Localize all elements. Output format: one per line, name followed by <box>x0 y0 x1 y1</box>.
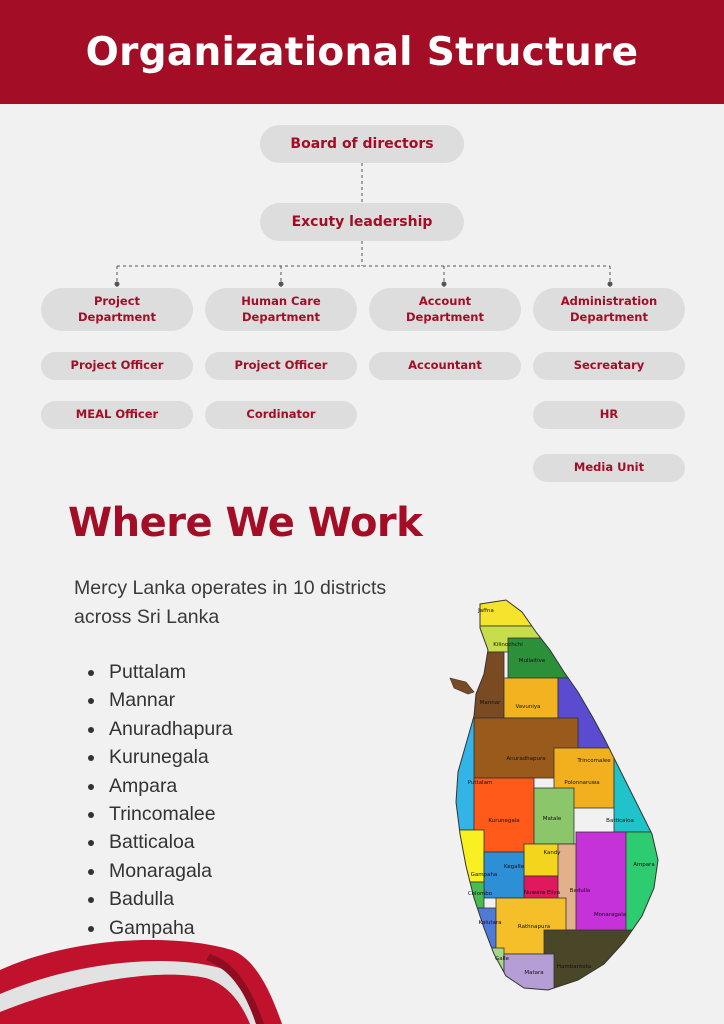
map-label: Gampaha <box>470 872 498 878</box>
where-intro-text: Mercy Lanka operates in 10 districts across Sri Lanka <box>74 577 387 628</box>
district-list <box>86 658 233 942</box>
role-meal-officer: MEAL Officer <box>41 401 193 429</box>
role-project-officer: Project Officer <box>41 352 193 380</box>
sri-lanka-map <box>444 598 670 996</box>
list-item: Mannar <box>86 686 233 714</box>
decorative-swoosh <box>0 930 300 1024</box>
list-item: Puttalam <box>86 658 233 686</box>
list-item: Monaragala <box>86 857 233 885</box>
list-item: Kurunegala <box>86 743 233 771</box>
map-label: Batticaloa <box>606 818 634 824</box>
list-item: Batticaloa <box>86 828 233 856</box>
map-label: Matale <box>542 816 562 822</box>
map-label: Hambantota <box>556 964 592 970</box>
administration-department-box: Administration Department <box>533 288 685 331</box>
map-label: Mullaitive <box>518 658 546 664</box>
map-label: Polonnaruwa <box>564 780 600 786</box>
map-label: Mannar <box>479 700 501 706</box>
account-department-box: Account Department <box>369 288 521 331</box>
role-coordinator: Cordinator <box>205 401 357 429</box>
map-label: Rathnapura <box>517 924 551 930</box>
role-project-officer: Project Officer <box>205 352 357 380</box>
map-label: Colombo <box>467 891 493 897</box>
map-label: Jaffna <box>478 608 494 614</box>
map-label: Nuwara Eliya <box>523 890 561 896</box>
list-item: Ampara <box>86 772 233 800</box>
role-secretary: Secreatary <box>533 352 685 380</box>
map-label: Matara <box>524 970 544 976</box>
map-label: Kilinochchi <box>493 642 523 648</box>
list-item: Badulla <box>86 885 233 913</box>
list-item: Gampaha <box>86 914 233 942</box>
where-we-work-heading: Where We Work <box>68 500 423 546</box>
page-title: Organizational Structure <box>85 29 639 75</box>
list-item: Trincomalee <box>86 800 233 828</box>
map-label: Kegalle <box>503 864 525 870</box>
map-label: Kurunegala <box>488 818 520 824</box>
executive-leadership-box: Excuty leadership <box>260 203 464 241</box>
project-department-box: Project Department <box>41 288 193 331</box>
list-item: Anuradhapura <box>86 715 233 743</box>
map-label: Puttalam <box>467 780 493 786</box>
role-media-unit: Media Unit <box>533 454 685 482</box>
map-label: Vavuniya <box>515 704 541 710</box>
human-care-department-box: Human Care Department <box>205 288 357 331</box>
role-accountant: Accountant <box>369 352 521 380</box>
map-label: Kalutara <box>478 920 502 926</box>
map-label: Anuradhapura <box>506 756 546 762</box>
map-label: Galle <box>494 956 510 962</box>
map-label: Monaragala <box>593 912 627 918</box>
board-of-directors-box: Board of directors <box>260 125 464 163</box>
map-label: Badulla <box>569 888 591 894</box>
map-label: Kandy <box>543 850 561 856</box>
map-label: Trincomalee <box>577 758 611 764</box>
role-hr: HR <box>533 401 685 429</box>
map-label: Ampara <box>633 862 655 868</box>
